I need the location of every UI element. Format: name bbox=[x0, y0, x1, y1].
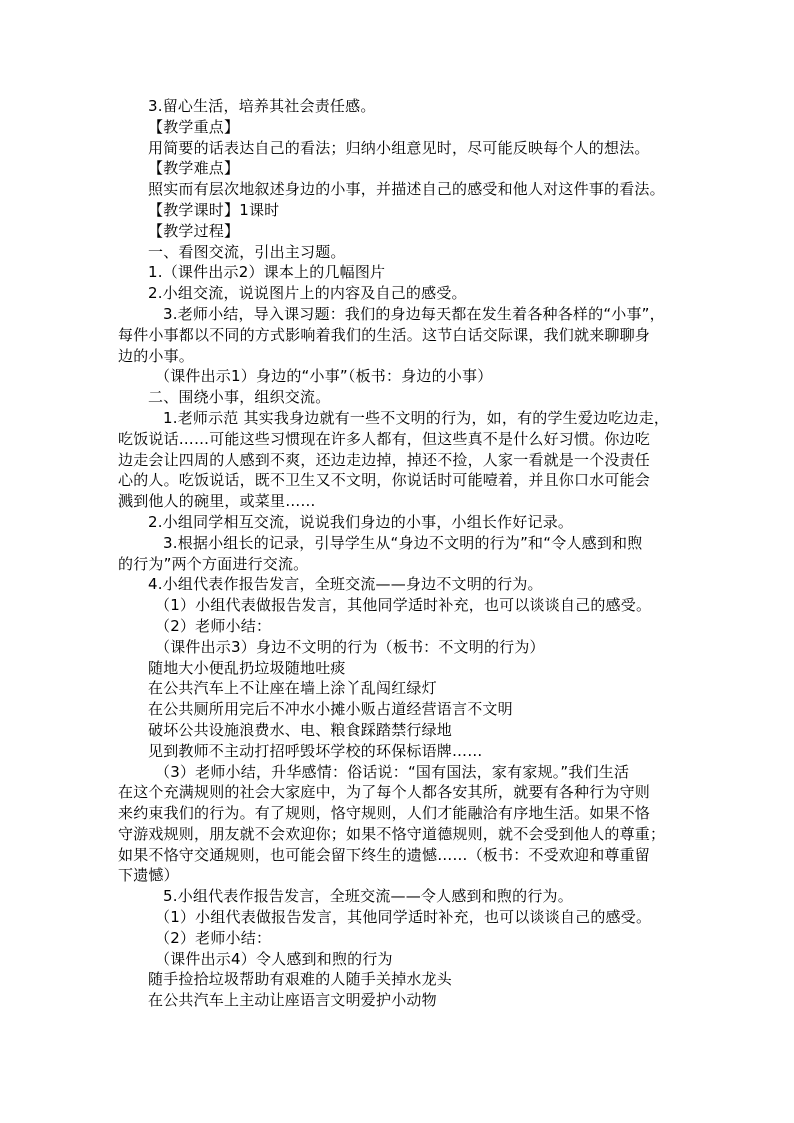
text-line: 【教学过程】 bbox=[148, 221, 240, 240]
text-line: 3.根据小组长的记录，引导学生从“身边不文明的行为”和“令人感到和煦 bbox=[163, 533, 643, 552]
text-line: 吃饭说话……可能这些习惯现在许多人都有，但这些真不是什么好习惯。你边吃 bbox=[118, 429, 651, 448]
text-line: 【教学难点】 bbox=[148, 159, 240, 178]
text-line: 一、看图交流，引出主习题。 bbox=[148, 242, 346, 261]
text-line: 下遗憾） bbox=[118, 866, 179, 885]
text-line: 照实而有层次地叙述身边的小事，并描述自己的感受和他人对这件事的看法。 bbox=[148, 180, 665, 199]
text-line: 溅到他人的碗里，或菜里…… bbox=[118, 492, 316, 511]
text-line: 守游戏规则，朋友就不会欢迎你；如果不恪守道德规则，就不会受到他人的尊重； bbox=[118, 824, 666, 843]
text-line: 来约束我们的行为。有了规则，恪守规则，人们才能融洽有序地生活。如果不恪 bbox=[118, 804, 651, 823]
text-line: 心的人。吃饭说话，既不卫生又不文明，你说话时可能噎着，并且你口水可能会 bbox=[118, 471, 651, 490]
text-line: 2.小组同学相互交流，说说我们身边的小事，小组长作好记录。 bbox=[148, 512, 574, 531]
text-line: 【教学重点】 bbox=[148, 117, 240, 136]
text-line: （3）老师小结，升华感情：俗话说：“国有国法，家有家规。”我们生活 bbox=[155, 762, 630, 781]
text-line: 二、围绕小事，组织交流。 bbox=[148, 388, 331, 407]
text-line: 见到教师不主动打招呼毁坏学校的环保标语牌…… bbox=[148, 741, 483, 760]
text-line: 用简要的话表达自己的看法；归纳小组意见时，尽可能反映每个人的想法。 bbox=[148, 138, 650, 157]
text-line: 的行为”两个方面进行交流。 bbox=[118, 554, 309, 573]
text-line: （课件出示1）身边的“小事”（板书：身边的小事） bbox=[155, 367, 493, 386]
text-line: 边的小事。 bbox=[118, 346, 195, 365]
text-line: 1.老师示范 其实我身边就有一些不文明的行为，如，有的学生爱边吃边走， bbox=[163, 408, 670, 427]
text-line: （课件出示4）令人感到和煦的行为 bbox=[155, 949, 393, 968]
text-line: 5.小组代表作报告发言，全班交流——令人感到和煦的行为。 bbox=[163, 887, 573, 906]
text-line: 随地大小便乱扔垃圾随地吐痰 bbox=[148, 658, 346, 677]
text-line: 破坏公共设施浪费水、电、粮食踩踏禁行绿地 bbox=[148, 720, 453, 739]
text-line: 如果不恪守交通规则，也可能会留下终生的遗憾……（板书：不受欢迎和尊重留 bbox=[118, 845, 651, 864]
text-line: 在公共汽车上不让座在墙上涂丫乱闯红绿灯 bbox=[148, 679, 437, 698]
text-line: 在这个充满规则的社会大家庭中，为了每个人都各安其所，就要有各种行为守则 bbox=[118, 783, 651, 802]
text-line: 【教学课时】1课时 bbox=[148, 200, 280, 219]
text-line: （1）小组代表做报告发言，其他同学适时补充，也可以谈谈自己的感受。 bbox=[155, 596, 652, 615]
text-line: （1）小组代表做报告发言，其他同学适时补充，也可以谈谈自己的感受。 bbox=[155, 908, 652, 927]
text-line: 2.小组交流，说说图片上的内容及自己的感受。 bbox=[148, 284, 467, 303]
text-line: 在公共汽车上主动让座语言文明爱护小动物 bbox=[148, 991, 437, 1010]
text-line: 在公共厕所用完后不冲水小摊小贩占道经营语言不文明 bbox=[148, 700, 513, 719]
text-line: 3.留心生活，培养其社会责任感。 bbox=[148, 97, 376, 115]
text-line: 3.老师小结，导入课习题：我们的身边每天都在发生着各种各样的“小事”， bbox=[163, 304, 665, 323]
document-body bbox=[0, 96, 794, 1011]
text-line: 1.（课件出示2）课本上的几幅图片 bbox=[148, 263, 386, 282]
text-line: 边走会让四周的人感到不爽，还边走边掉，掉还不捡，人家一看就是一个没责任 bbox=[118, 450, 651, 469]
text-line: 随手捡拾垃圾帮助有艰难的人随手关掉水龙头 bbox=[148, 970, 453, 989]
text-line: （2）老师小结： bbox=[155, 616, 272, 635]
text-line: （课件出示3）身边不文明的行为（板书：不文明的行为） bbox=[155, 637, 545, 656]
text-line: 4.小组代表作报告发言，全班交流——身边不文明的行为。 bbox=[148, 575, 543, 594]
text-line: （2）老师小结： bbox=[155, 928, 272, 947]
text-line: 每件小事都以不同的方式影响着我们的生活。这节白话交际课，我们就来聊聊身 bbox=[118, 325, 651, 344]
